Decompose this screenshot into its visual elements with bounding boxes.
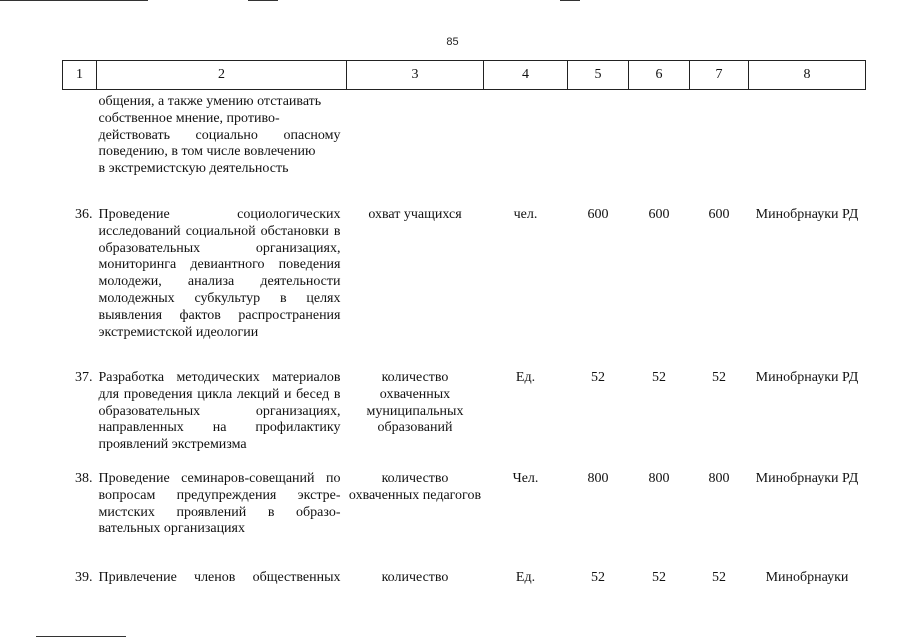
row-value-7: 600 xyxy=(708,207,730,222)
row-unit: Ед. xyxy=(515,570,536,585)
scan-edge-top-left xyxy=(0,0,148,1)
row-value-6: 800 xyxy=(648,471,670,486)
row-unit: чел. xyxy=(513,207,538,222)
row-responsible: Минобрнауки РД xyxy=(755,370,859,385)
header-col-8: 8 xyxy=(749,61,866,90)
row-indicator: охват учащихся xyxy=(368,207,462,222)
row-description: Проведение социологических исследований социальной обстановки в образовательных организациях, мониторинга девиантного поведения молодежи, анализа деятельности молодежных субкультур в целях выявления фактов распространения экстремистской идеологии xyxy=(98,207,341,340)
row-indicator: количество xyxy=(381,570,449,585)
scan-edge-bottom-left xyxy=(36,636,126,637)
row-value-7: 800 xyxy=(708,471,730,486)
header-col-4: 4 xyxy=(484,61,568,90)
row-value-5: 800 xyxy=(587,471,609,486)
continuation-line: в экстремистскую деятельность xyxy=(98,161,289,177)
row-number: 36. xyxy=(75,207,93,222)
row-value-5: 52 xyxy=(591,370,605,385)
page-number: 85 xyxy=(446,36,459,48)
table-row xyxy=(63,370,866,471)
continuation-line: действовать социально опасному xyxy=(98,127,341,143)
row-value-7: 52 xyxy=(712,370,726,385)
header-col-5: 5 xyxy=(568,61,629,90)
row-unit: Ед. xyxy=(515,370,536,385)
header-col-2: 2 xyxy=(97,61,347,90)
continuation-line: собственное мнение, противо- xyxy=(98,110,280,126)
row-unit: Чел. xyxy=(512,471,539,486)
row-value-5: 52 xyxy=(591,570,605,585)
table-row xyxy=(63,570,866,588)
continuation-text xyxy=(97,90,347,208)
header-col-1: 1 xyxy=(63,61,97,90)
row-responsible: Минобрнауки РД xyxy=(755,471,859,486)
row-responsible: Минобрнауки РД xyxy=(755,207,859,222)
scan-edge-top-right xyxy=(560,0,580,1)
row-number: 39. xyxy=(75,570,93,585)
row-responsible: Минобрнауки xyxy=(765,570,849,585)
continuation-row xyxy=(63,90,866,208)
scan-edge-top-mid xyxy=(248,0,278,1)
row-value-5: 600 xyxy=(587,207,609,222)
row-value-6: 52 xyxy=(652,570,666,585)
header-col-7: 7 xyxy=(690,61,749,90)
row-number: 37. xyxy=(75,370,93,385)
program-table xyxy=(62,60,866,588)
continuation-line: поведению, в том числе вовлечению xyxy=(98,144,316,160)
row-number: 38. xyxy=(75,471,93,486)
row-value-7: 52 xyxy=(712,570,726,585)
header-col-3: 3 xyxy=(347,61,484,90)
row-description: Привлечение членов общественных xyxy=(98,570,341,585)
table-row xyxy=(63,207,866,370)
row-description: Проведение семинаров-совещаний по вопросам предупреждения экстре-мистских проявлений в образо-вательных организациях xyxy=(98,471,341,537)
row-value-6: 52 xyxy=(652,370,666,385)
row-indicator: количество охваченных муниципальных образований xyxy=(366,370,464,436)
header-col-6: 6 xyxy=(629,61,690,90)
row-value-6: 600 xyxy=(648,207,670,222)
continuation-line: общения, а также умению отстаивать xyxy=(98,94,322,109)
table-row xyxy=(63,471,866,570)
header-row xyxy=(63,61,866,90)
row-indicator: количество охваченных педагогов xyxy=(348,471,482,503)
row-description: Разработка методических материалов для проведения цикла лекций и бесед в образовательных организациях, направленных на профилактику проявлений экстремизма xyxy=(98,370,341,453)
